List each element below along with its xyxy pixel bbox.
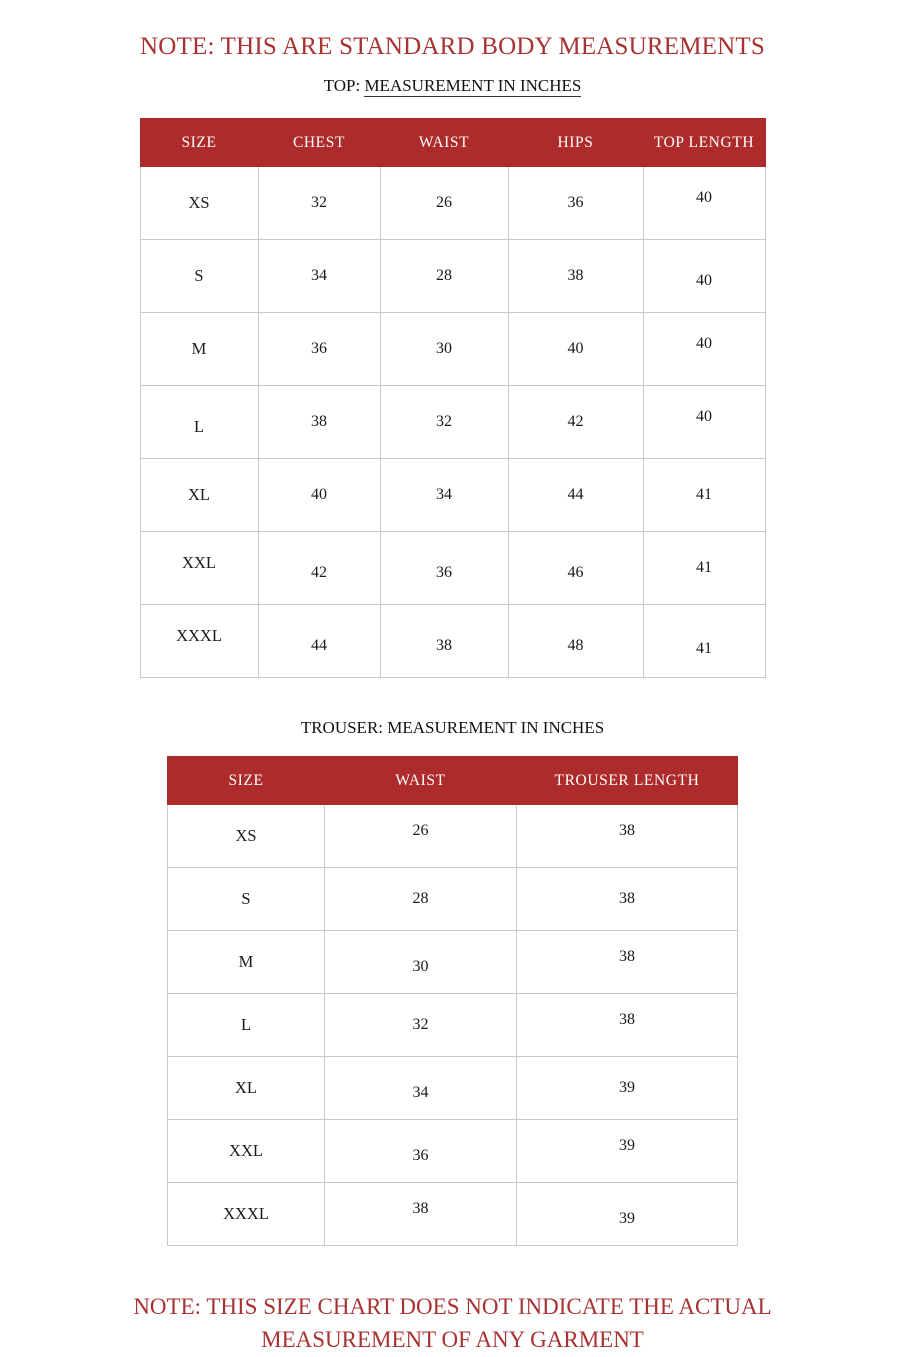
cell-hips: 40	[508, 313, 643, 386]
cell-trouser-length: 38	[517, 926, 738, 989]
table-row	[140, 532, 765, 605]
cell-hips: 44	[508, 459, 643, 532]
cell-waist: 36	[325, 1125, 517, 1188]
table-row	[168, 868, 738, 931]
cell-waist: 34	[380, 459, 508, 532]
cell-hips: 42	[508, 386, 643, 459]
cell-hips: 38	[508, 240, 643, 313]
cell-chest: 44	[258, 610, 380, 683]
trouser-table-heading: TROUSER: MEASUREMENT IN INCHES	[300, 718, 605, 737]
top-table-heading-underlined: MEASUREMENT IN INCHES	[364, 76, 582, 95]
size-chart-page	[0, 33, 905, 1353]
table-row	[168, 1183, 738, 1246]
cell-size: XXXL	[140, 600, 258, 673]
cell-size: XXL	[168, 1120, 325, 1183]
cell-top-length: 40	[643, 162, 765, 235]
column-header-chest: CHEST	[258, 119, 380, 167]
column-header-size: SIZE	[168, 757, 325, 805]
cell-trouser-length: 38	[517, 800, 738, 863]
cell-trouser-length: 39	[517, 1188, 738, 1251]
cell-chest: 34	[258, 240, 380, 313]
cell-waist: 30	[380, 313, 508, 386]
cell-chest: 36	[258, 313, 380, 386]
cell-chest: 32	[258, 167, 380, 240]
column-header-waist: WAIST	[325, 757, 517, 805]
cell-trouser-length: 38	[517, 989, 738, 1052]
cell-chest: 40	[258, 459, 380, 532]
cell-waist: 26	[380, 167, 508, 240]
cell-waist: 38	[325, 1178, 517, 1241]
cell-trouser-length: 39	[517, 1057, 738, 1120]
column-header-waist: WAIST	[380, 119, 508, 167]
cell-size: M	[140, 313, 258, 386]
cell-size: XS	[140, 167, 258, 240]
cell-size: XL	[168, 1057, 325, 1120]
table-row	[140, 386, 765, 459]
table-row	[168, 805, 738, 868]
cell-hips: 48	[508, 610, 643, 683]
cell-chest: 38	[258, 386, 380, 459]
table-header-row	[140, 119, 765, 167]
cell-size: XXXL	[168, 1183, 325, 1246]
cell-trouser-length: 38	[517, 868, 738, 931]
cell-top-length: 40	[643, 245, 765, 318]
column-header-top-length: TOP LENGTH	[643, 119, 765, 167]
cell-size: XS	[168, 805, 325, 868]
cell-waist: 36	[380, 537, 508, 610]
cell-size: M	[168, 931, 325, 994]
cell-top-length: 40	[643, 381, 765, 454]
table-row	[168, 1120, 738, 1183]
cell-waist: 28	[325, 868, 517, 931]
cell-size: S	[140, 240, 258, 313]
table-row	[168, 994, 738, 1057]
cell-size: XXL	[140, 527, 258, 600]
cell-chest: 42	[258, 537, 380, 610]
cell-waist: 26	[325, 800, 517, 863]
top-table-heading-prefix: TOP:	[323, 76, 365, 95]
cell-size: L	[140, 391, 258, 464]
cell-size: S	[168, 868, 325, 931]
cell-waist: 28	[380, 240, 508, 313]
cell-waist: 32	[380, 386, 508, 459]
cell-waist: 34	[325, 1062, 517, 1125]
table-row	[140, 459, 765, 532]
top-measurement-table	[140, 118, 766, 678]
table-row	[168, 1057, 738, 1120]
column-header-size: SIZE	[140, 119, 258, 167]
cell-top-length: 41	[643, 532, 765, 605]
top-table-heading	[0, 76, 905, 96]
bottom-note	[0, 1290, 905, 1357]
table-row	[140, 240, 765, 313]
cell-waist: 30	[325, 936, 517, 999]
bottom-note-line-1: NOTE: THIS SIZE CHART DOES NOT INDICATE THE ACTUAL	[133, 1294, 772, 1319]
cell-hips: 36	[508, 167, 643, 240]
table-row	[140, 605, 765, 678]
cell-trouser-length: 39	[517, 1115, 738, 1178]
table-header-row	[168, 757, 738, 805]
top-note: NOTE: THIS ARE STANDARD BODY MEASUREMENTS	[140, 33, 765, 60]
cell-waist: 38	[380, 610, 508, 683]
cell-waist: 32	[325, 994, 517, 1057]
bottom-note-line-2: MEASUREMENT OF ANY GARMENT	[261, 1327, 644, 1353]
cell-top-length: 41	[643, 459, 765, 532]
cell-size: XL	[140, 459, 258, 532]
table-row	[140, 167, 765, 240]
table-row	[140, 313, 765, 386]
cell-top-length: 40	[643, 308, 765, 381]
cell-hips: 46	[508, 537, 643, 610]
column-header-hips: HIPS	[508, 119, 643, 167]
trouser-measurement-table	[167, 756, 738, 1246]
table-row	[168, 931, 738, 994]
cell-top-length: 41	[643, 613, 765, 686]
column-header-trouser-length: TROUSER LENGTH	[517, 757, 738, 805]
cell-size: L	[168, 994, 325, 1057]
